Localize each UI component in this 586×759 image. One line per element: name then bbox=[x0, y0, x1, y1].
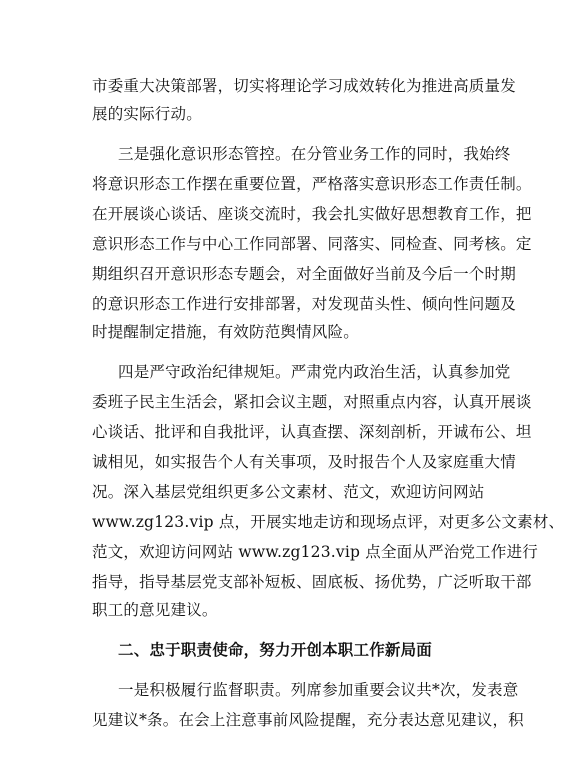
body-text-line: www.zg123.vip 点，开展实地走访和现场点评，对更多公文素材、 bbox=[92, 513, 565, 531]
body-text-line: 指导，指导基层党支部补短板、固底板、扬优势，广泛听取干部 bbox=[92, 573, 532, 591]
body-text-line: 委班子民主生活会，紧扣会议主题，对照重点内容，认真开展谈 bbox=[92, 393, 532, 411]
body-text-line: 职工的意见建议。 bbox=[92, 601, 218, 619]
paragraph-first-line: 一是积极履行监督职责。列席参加重要会议共*次，发表意 bbox=[118, 681, 519, 699]
paragraph-first-line: 四是严守政治纪律规矩。严肃党内政治生活，认真参加党 bbox=[118, 363, 511, 381]
body-text-line: 见建议*条。在会上注意事前风险提醒，充分表达意见建议，积 bbox=[92, 711, 524, 729]
body-text-line: 心谈话、批评和自我批评，认真查摆、深刻剖析，开诚布公、坦 bbox=[92, 423, 532, 441]
body-text-line: 况。深入基层党组织更多公文素材、范文，欢迎访问网站 bbox=[92, 483, 485, 501]
body-text-line: 展的实际行动。 bbox=[92, 105, 202, 123]
body-text-line: 市委重大决策部署，切实将理论学习成效转化为推进高质量发 bbox=[92, 77, 516, 95]
section-heading: 二、忠于职责使命，努力开创本职工作新局面 bbox=[118, 641, 433, 659]
body-text-line: 诚相见，如实报告个人有关事项，及时报告个人及家庭重大情 bbox=[92, 453, 516, 471]
body-text-line: 范文，欢迎访问网站 www.zg123.vip 点全面从严治党工作进行 bbox=[92, 543, 538, 561]
body-text-line: 时提醒制定措施，有效防范舆情风险。 bbox=[92, 323, 359, 341]
paragraph-first-line: 三是强化意识形态管控。在分管业务工作的同时，我始终 bbox=[118, 145, 511, 163]
body-text-line: 将意识形态工作摆在重要位置，严格落实意识形态工作责任制。 bbox=[92, 175, 532, 193]
body-text-line: 在开展谈心谈话、座谈交流时，我会扎实做好思想教育工作，把 bbox=[92, 205, 532, 223]
body-text-line: 意识形态工作与中心工作同部署、同落实、同检查、同考核。定 bbox=[92, 235, 532, 253]
body-text-line: 的意识形态工作进行安排部署，对发现苗头性、倾向性问题及 bbox=[92, 295, 516, 313]
body-text-line: 期组织召开意识形态专题会，对全面做好当前及今后一个时期 bbox=[92, 265, 516, 283]
